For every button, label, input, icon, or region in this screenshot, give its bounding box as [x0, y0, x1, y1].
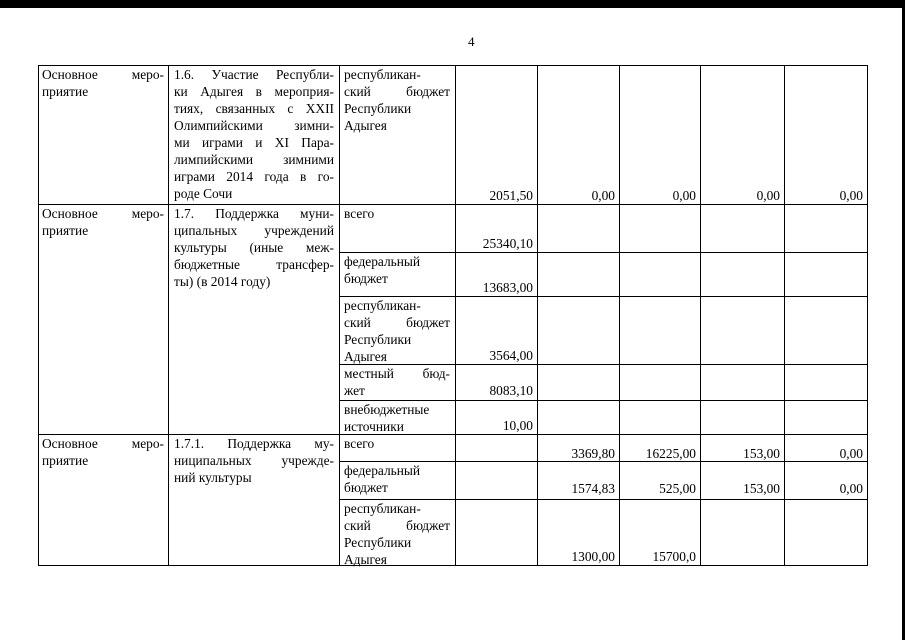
row-1-7-extrabudget-value-1: 10,00: [502, 418, 533, 433]
page-number: 4: [468, 34, 475, 49]
row-1-7-local-value-1: 8083,10: [489, 383, 533, 398]
row-1-6-name: 1.6. Участие Республи- ки Адыгея в мероприя- тиях, связанных с XXII Олимпийскими зимни- ми играми и XI Пара- лимпийскими зимними играми 2014 года в го- роде Сочи: [174, 67, 334, 201]
row-1-6-value-3: 0,00: [672, 188, 696, 203]
row-1-7-1-republic-value-2: 1300,00: [571, 549, 615, 564]
row-1-7-1-source-republic: республикан- ский бюджет Республики Адыгея: [344, 501, 450, 567]
row-1-7-1-federal-value-4: 153,00: [743, 481, 780, 496]
row-1-7-1-total-value-2: 3369,80: [571, 446, 615, 461]
row-1-7-republic-value-1: 3564,00: [489, 348, 533, 363]
row-1-7-type: Основное меро- приятие: [42, 206, 164, 238]
row-1-7-1-name: 1.7.1. Поддержка му- ниципальных учрежде- ний культуры: [174, 436, 334, 485]
row-1-7-1-federal-value-5: 0,00: [839, 481, 863, 496]
row-1-7-1-republic-value-3: 15700,0: [652, 549, 696, 564]
row-1-6-value-4: 0,00: [756, 188, 780, 203]
row-1-7-1-total-value-5: 0,00: [839, 446, 863, 461]
row-1-7-1-total-value-4: 153,00: [743, 446, 780, 461]
row-1-6-value-1: 2051,50: [489, 188, 533, 203]
row-1-7-source-extrabudget: внебюджетные источники: [344, 402, 430, 434]
row-1-7-1-source-federal: федеральный бюджет: [344, 463, 421, 495]
row-1-7-federal-value-1: 13683,00: [482, 280, 533, 295]
row-1-7-1-federal-value-2: 1574,83: [571, 481, 615, 496]
row-1-6-source: республикан- ский бюджет Республики Адыгея: [344, 67, 450, 133]
row-1-7-total-value-1: 25340,10: [482, 236, 533, 251]
row-1-7-1-total-value-3: 16225,00: [645, 446, 696, 461]
row-1-6-value-2: 0,00: [591, 188, 615, 203]
row-1-7-source-local: местный бюд- жет: [344, 366, 450, 398]
row-1-7-source-federal: федеральный бюджет: [344, 254, 421, 286]
row-1-7-name: 1.7. Поддержка муни- ципальных учреждений культуры (иные меж- бюджетные трансфер- ты) (в 2014 году): [174, 206, 334, 289]
row-1-7-1-federal-value-3: 525,00: [659, 481, 696, 496]
row-1-7-source-total: всего: [344, 206, 375, 221]
row-1-7-1-type: Основное меро- приятие: [42, 436, 164, 468]
row-1-6-value-5: 0,00: [839, 188, 863, 203]
row-1-6-type: Основное меро- приятие: [42, 67, 164, 99]
row-1-7-source-republic: республикан- ский бюджет Республики Адыгея: [344, 298, 450, 364]
row-1-7-1-source-total: всего: [344, 436, 375, 451]
